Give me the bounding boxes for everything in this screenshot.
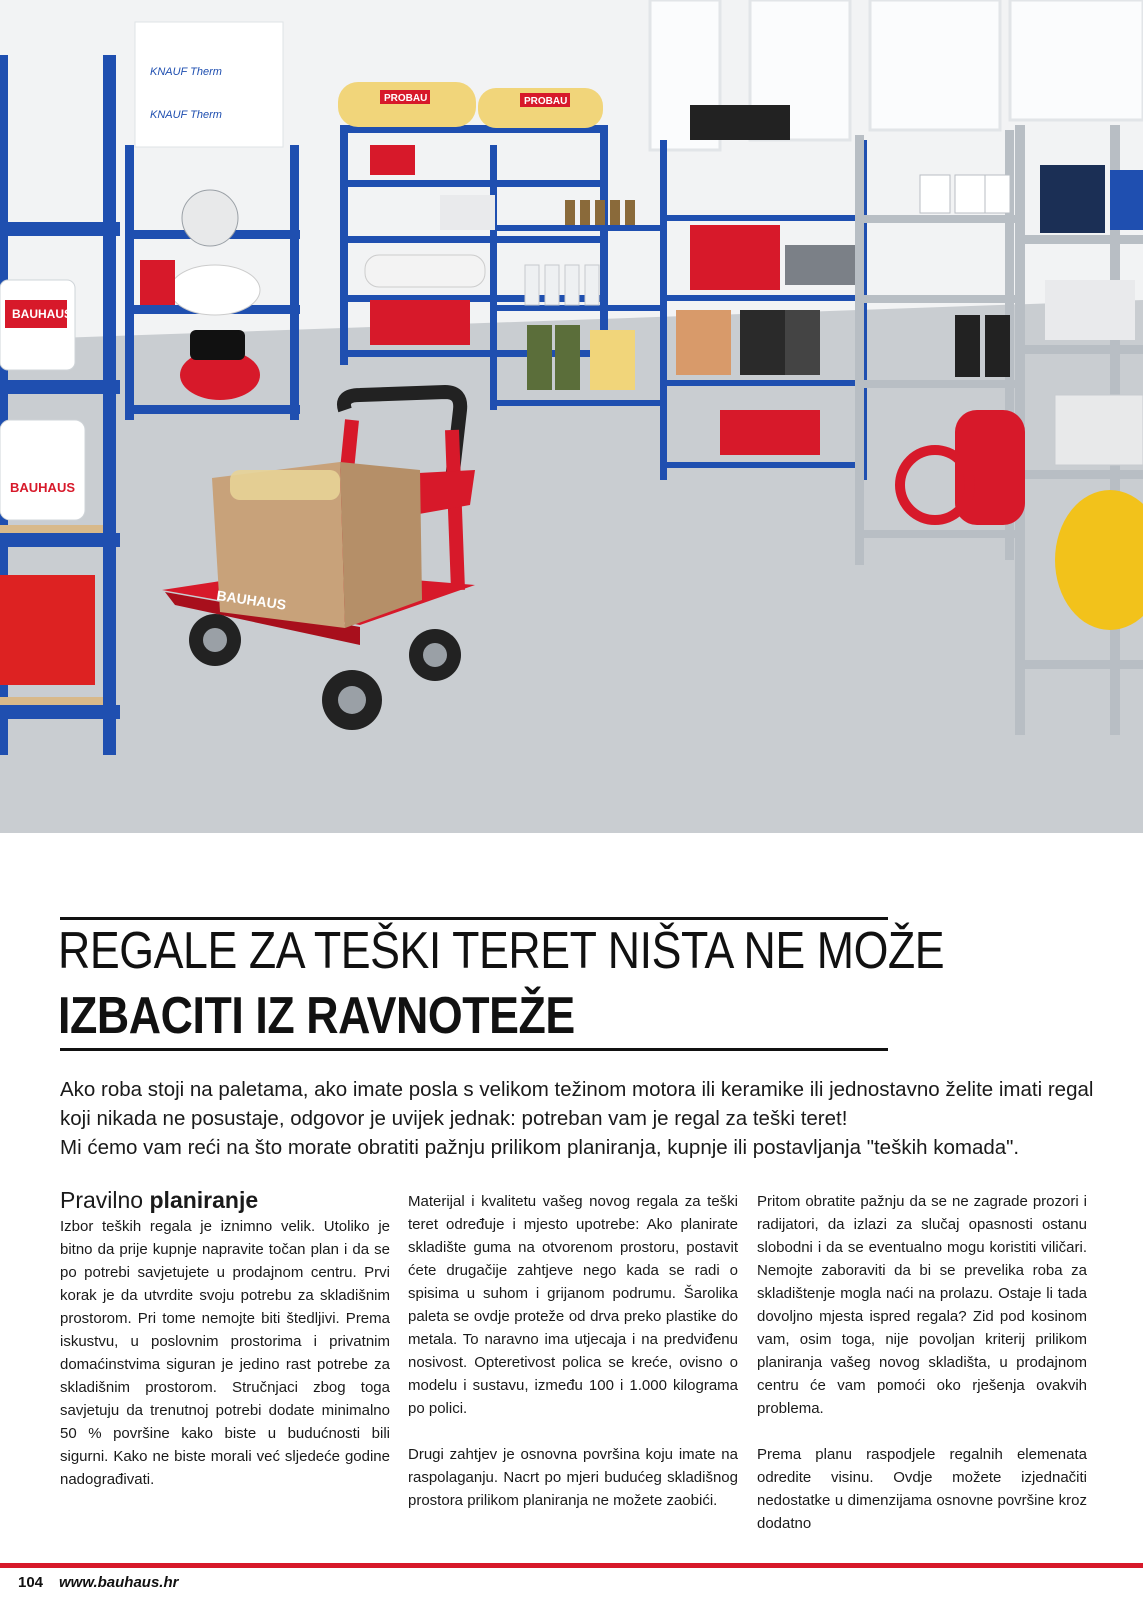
svg-text:BAUHAUS: BAUHAUS: [215, 587, 288, 613]
column-3-paragraph-1: Pritom obratite pažnju da se ne zagrade prozori i radijatori, da izlazi za slučaj opasnosti ostanu slobodni i da se eventualno mogu koristiti viličari. Nemojte zaboraviti da bi se prevelika roba za skladištenje mogla naći na prolazu. Ostaje li tada dovoljno mjesta ispred regala? Zid pod kosinom vam, osim toga, nije povoljan kriterij prilikom planiranja vašeg novog skladišta, u prodajnom centru će vam pomoći oko rješenja ovakvih problema.: [757, 1193, 1087, 1417]
footer-accent-bar: [0, 1563, 1143, 1568]
section-heading-light: Pravilno: [60, 1187, 144, 1213]
svg-text:KNAUF Therm: KNAUF Therm: [150, 109, 222, 121]
column-2-paragraph-1: Materijal i kvalitetu vašeg novog regala za teški teret određuje i mjesto upotrebe: Ako planirate skladište guma na otvorenom prostoru, postavit ćete drugačije zahtjeve nego kada se radi o spisima u suhom i grijanom podrumu. Šarolika paleta se ovdje proteže od drva preko plastike do metala. To naravno ima utjecaja i na predviđenu nosivost. Opteretivost polica se kreće, ovisno o modelu i sustavu, između 100 i 1.000 kilograma po polici.: [408, 1193, 738, 1417]
body-column-2: [408, 1190, 738, 1535]
svg-text:KNAUF Therm: KNAUF Therm: [150, 66, 222, 78]
body-column-1: [60, 1186, 390, 1514]
intro-text-1: Ako roba stoji na paletama, ako imate posla s velikom težinom motora ili keramike ili jednostavno želite imati regal koji nikada ne posustaje, odgovor je uvijek jednak: potreban vam je regal za teški teret!: [60, 1078, 1094, 1130]
body-column-3: [757, 1190, 1087, 1558]
column-3-paragraph-2: Prema planu raspodjele regalnih elemenata odredite visinu. Ovdje možete izjednačiti nedostatke u dimenzijama osnovne površine kroz dodatno: [757, 1446, 1087, 1532]
svg-text:BAUHAUS: BAUHAUS: [12, 307, 72, 321]
headline-bottom-rule: [60, 1048, 888, 1051]
intro-paragraph: [60, 1075, 1100, 1162]
headline-line-1: REGALE ZA TEŠKI TERET NIŠTA NE MOŽE: [58, 922, 945, 980]
column-1-paragraph: Izbor teških regala je iznimno velik. Utoliko je bitno da prije kupnje napravite točan plan i da se po potrebi savjetujete u prodajnom centru. Prvi korak je da utvrdite svoju potrebu za skladišnim prostorom. Pri tome nemojte biti štedljivi. Prema iskustvu, u poslovnim prostorima i privatnim domaćinstvima siguran je jedino rast potrebe za skladišnim prostorom. Stručnjaci zbog toga savjetuju da trenutnoj potrebi dodate minimalno 50 % površine kako biste u budućnosti bili sigurni. Kako ne biste morali već sljedeće godine nadograđivati.: [60, 1218, 390, 1488]
svg-text:BAUHAUS: BAUHAUS: [10, 480, 75, 495]
section-heading-bold: planiranje: [149, 1187, 259, 1213]
page-number: 104: [18, 1574, 44, 1591]
section-heading: [60, 1186, 390, 1214]
intro-text-2: Mi ćemo vam reći na što morate obratiti pažnju prilikom planiranja, kupnje ili postavljanja "teških komada".: [60, 1136, 1020, 1159]
svg-text:PROBAU: PROBAU: [524, 96, 568, 107]
headline-line-2: IZBACITI IZ RAVNOTEŽE: [58, 987, 575, 1045]
svg-text:PROBAU: PROBAU: [384, 93, 428, 104]
headline-top-rule: [60, 917, 888, 920]
column-2-paragraph-2: Drugi zahtjev je osnovna površina koju imate na raspolaganju. Nacrt po mjeri budućeg skladišnog prostora prilikom planiranja ne možete zaobići.: [408, 1446, 738, 1509]
website-link[interactable]: www.bauhaus.hr: [59, 1574, 179, 1591]
